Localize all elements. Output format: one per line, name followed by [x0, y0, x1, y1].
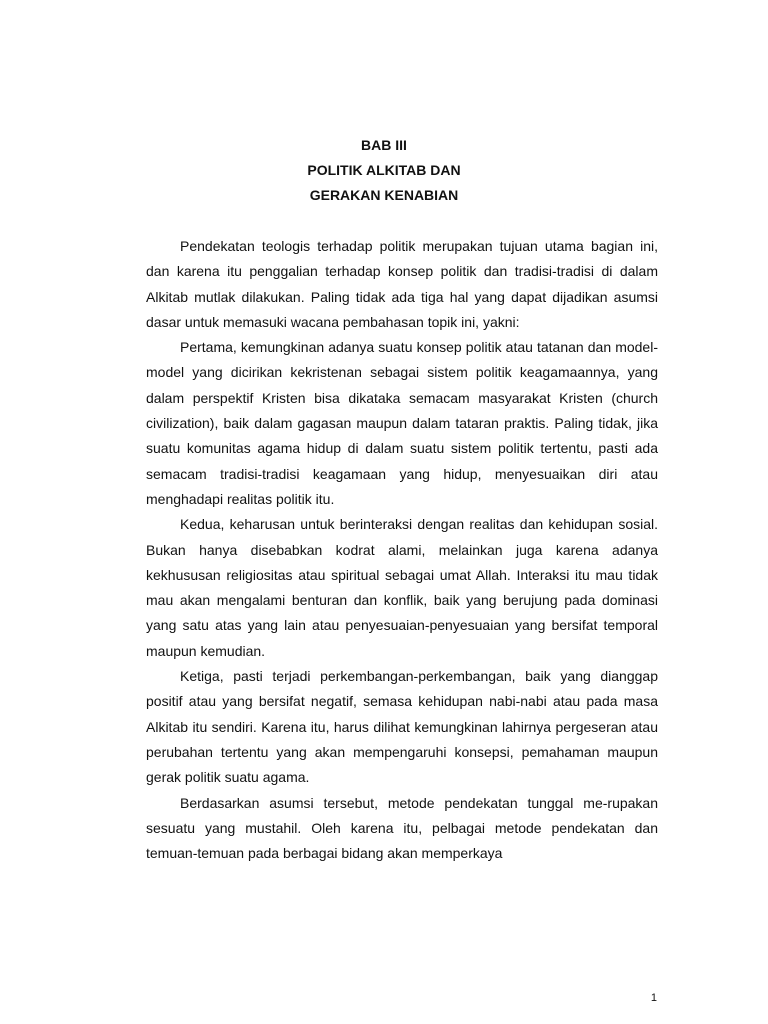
- chapter-title-line-1: POLITIK ALKITAB DAN: [307, 162, 461, 178]
- paragraph-intro: Pendekatan teologis terhadap politik merupakan tujuan utama bagian ini, dan karena itu penggalian terhadap konsep politik dan tradisi-tradisi di dalam Alkitab mutlak dilakukan. Paling tidak ada tiga hal yang dapat dijadikan asumsi dasar untuk memasuki wacana pembahasan topik ini, yakni:: [146, 238, 658, 330]
- paragraph-berdasarkan: Berdasarkan asumsi tersebut, metode pendekatan tunggal me-rupakan sesuatu yang mustahil. Oleh karena itu, pelbagai metode pendekatan dan temuan-temuan pada berbagai bidang akan memperkaya: [146, 794, 658, 862]
- paragraph-pertama: Pertama, kemungkinan adanya suatu konsep politik atau tatanan dan model-model yang dicirikan kekristenan sebagai sistem politik keagamaannya, yang dalam perspektif Kristen bisa dikataka semacam masyarakat Kristen (church civilization), baik dalam gagasan maupun dalam tataran praktis. Paling tidak, jika suatu komunitas agama hidup di dalam suatu sistem politik tertentu, pasti ada semacam tradisi-tradisi keagamaan yang hidup, menyesuaikan diri atau menghadapi realitas politik itu.: [146, 339, 658, 507]
- chapter-label: BAB III: [361, 137, 407, 153]
- page-number: 1: [650, 992, 657, 1004]
- body-text: [146, 234, 658, 866]
- chapter-title-line-2: GERAKAN KENABIAN: [309, 187, 459, 203]
- paragraph-ketiga: Ketiga, pasti terjadi perkembangan-perkembangan, baik yang dianggap positif atau yang bersifat negatif, semasa kehidupan nabi-nabi atau pada masa Alkitab itu sendiri. Karena itu, harus dilihat kemungkinan lahirnya pergeseran atau perubahan tertentu yang akan mempengaruhi konsepsi, pemahaman maupun gerak politik suatu agama.: [146, 668, 658, 786]
- paragraph-kedua: Kedua, keharusan untuk berinteraksi dengan realitas dan kehidupan sosial. Bukan hanya disebabkan kodrat alami, melainkan juga karena adanya kekhususan religiositas atau spiritual sebagai umat Allah. Interaksi itu mau tidak mau akan mengalami benturan dan konflik, baik yang berujung pada dominasi yang satu atas yang lain atau penyesuaian-penyesuaian yang bersifat temporal maupun kemudian.: [146, 516, 658, 659]
